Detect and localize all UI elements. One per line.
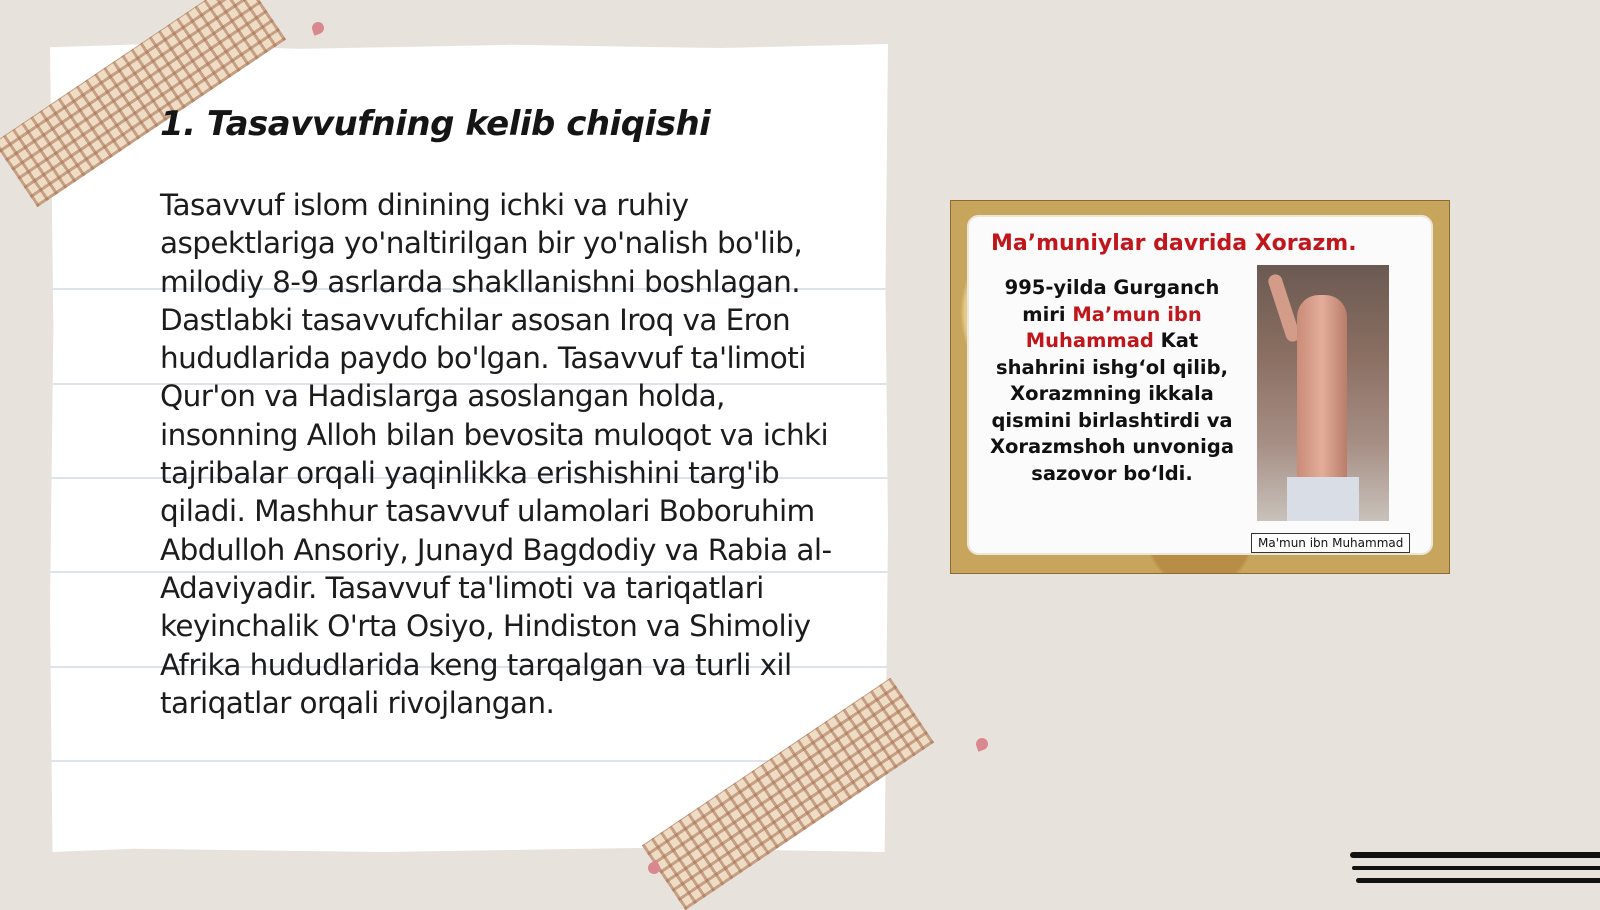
figure-text-part: Kat shahrini ishg‘ol qilib, Xorazmning ikkala qismini birlashtirdi va Xorazmshoh unvoniga sazovor bo‘ldi.: [990, 329, 1234, 485]
figure-card: [967, 215, 1433, 555]
brush-stroke: [1350, 852, 1600, 858]
figure-text: [987, 275, 1237, 487]
brush-stroke: [1356, 878, 1600, 883]
figure-text-part: 995-yilda Gurganch miri: [1004, 276, 1220, 326]
history-figure-image: [950, 200, 1450, 574]
statue-body: [1297, 295, 1347, 485]
slide-title: 1. Tasavvufning kelib chiqishi: [160, 104, 711, 144]
tape-corner-icon: [310, 20, 325, 35]
statue-pedestal: [1287, 477, 1359, 521]
slide-body-text: Tasavvuf islom dinining ichki va ruhiy aspektlariga yo'naltirilgan bir yo'nalish bo'lib, milodiy 8-9 asrlarda shakllanishni boshlagan. Dastlabki tasavvufchilar asosan Iroq va Eron hududlarida paydo bo'lgan. Tasavvuf ta'limoti Qur'on va Hadislarga asoslangan holda, insonning Alloh bilan bevosita muloqot va ichki tajribalar orqali yaqinlikka erishishini targ'ib qiladi. Mashhur tasavvuf ulamolari Boboruhim Abdulloh Ansoriy, Junayd Bagdodiy va Rabia al-Adaviyadir. Tasavvuf ta'limoti va tariqatlari keyinchalik O'rta Osiyo, Hindiston va Shimoliy Afrika hududlarida keng tarqalgan va turli xil tariqatlar orqali rivojlangan.: [160, 188, 832, 720]
statue-photo: [1257, 265, 1389, 521]
brush-stroke: [1352, 866, 1600, 870]
paper-rule: [50, 760, 888, 762]
figure-text-highlight: Ma’mun ibn Muhammad: [1025, 302, 1202, 352]
tape-corner-icon: [974, 736, 989, 751]
figure-title: Ma’muniylar davrida Xorazm.: [991, 231, 1357, 256]
figure-caption: Ma'mun ibn Muhammad: [1251, 533, 1410, 553]
